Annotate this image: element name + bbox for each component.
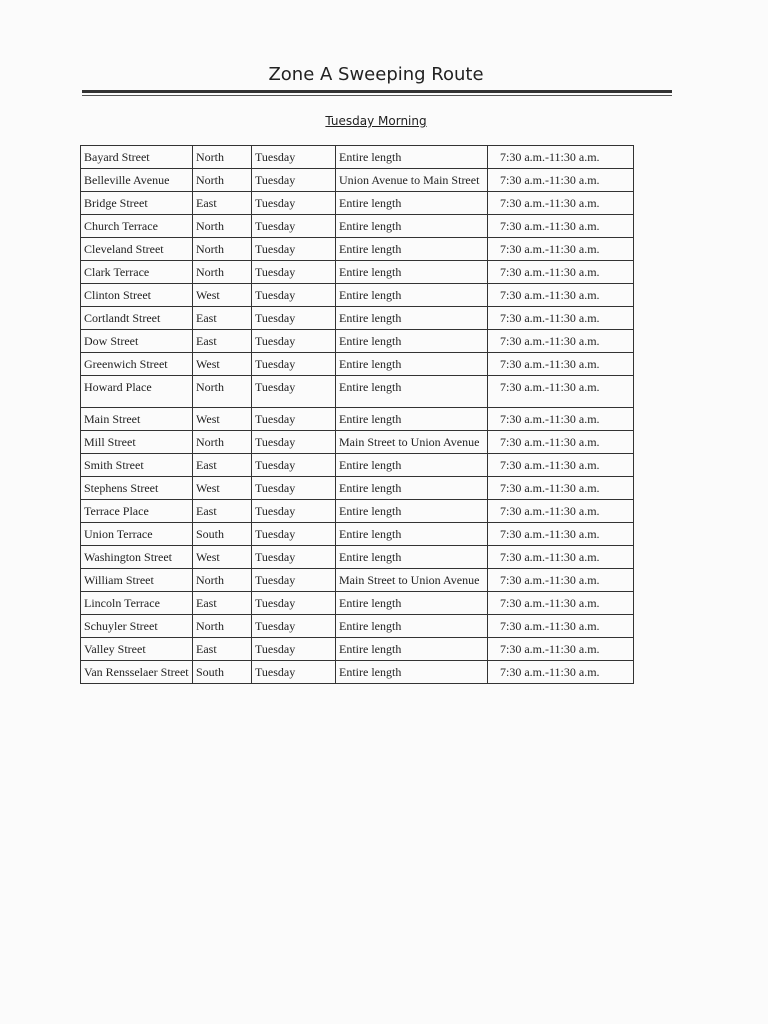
table-row — [81, 192, 634, 215]
time-cell: 7:30 a.m.-11:30 a.m. — [488, 215, 634, 238]
time-cell: 7:30 a.m.-11:30 a.m. — [488, 569, 634, 592]
day-cell: Tuesday — [252, 546, 336, 569]
table-row — [81, 215, 634, 238]
table-row — [81, 284, 634, 307]
time-cell: 7:30 a.m.-11:30 a.m. — [488, 661, 634, 684]
side-cell: West — [193, 477, 252, 500]
table-row — [81, 661, 634, 684]
street-cell: Lincoln Terrace — [81, 592, 193, 615]
time-cell: 7:30 a.m.-11:30 a.m. — [488, 454, 634, 477]
time-cell: 7:30 a.m.-11:30 a.m. — [488, 523, 634, 546]
day-cell: Tuesday — [252, 615, 336, 638]
side-cell: North — [193, 431, 252, 454]
limits-cell: Union Avenue to Main Street — [336, 169, 488, 192]
side-cell: North — [193, 376, 252, 408]
title-rule — [82, 90, 672, 93]
side-cell: East — [193, 330, 252, 353]
street-cell: Clark Terrace — [81, 261, 193, 284]
time-cell: 7:30 a.m.-11:30 a.m. — [488, 408, 634, 431]
street-cell: Union Terrace — [81, 523, 193, 546]
side-cell: North — [193, 238, 252, 261]
limits-cell: Entire length — [336, 408, 488, 431]
day-cell: Tuesday — [252, 284, 336, 307]
street-cell: Howard Place — [81, 376, 193, 408]
time-cell: 7:30 a.m.-11:30 a.m. — [488, 146, 634, 169]
table-row — [81, 169, 634, 192]
street-cell: Cleveland Street — [81, 238, 193, 261]
time-cell: 7:30 a.m.-11:30 a.m. — [488, 330, 634, 353]
time-cell: 7:30 a.m.-11:30 a.m. — [488, 477, 634, 500]
table-row — [81, 146, 634, 169]
day-cell: Tuesday — [252, 500, 336, 523]
limits-cell: Entire length — [336, 477, 488, 500]
limits-cell: Main Street to Union Avenue — [336, 569, 488, 592]
limits-cell: Entire length — [336, 523, 488, 546]
limits-cell: Entire length — [336, 638, 488, 661]
table-row — [81, 500, 634, 523]
street-cell: Bridge Street — [81, 192, 193, 215]
table-row — [81, 307, 634, 330]
table-row — [81, 477, 634, 500]
table-row — [81, 330, 634, 353]
table-row — [81, 353, 634, 376]
day-cell: Tuesday — [252, 353, 336, 376]
page-title: Zone A Sweeping Route — [268, 64, 484, 85]
side-cell: East — [193, 638, 252, 661]
day-cell: Tuesday — [252, 408, 336, 431]
side-cell: East — [193, 307, 252, 330]
side-cell: East — [193, 592, 252, 615]
table-row — [81, 523, 634, 546]
day-cell: Tuesday — [252, 661, 336, 684]
time-cell: 7:30 a.m.-11:30 a.m. — [488, 238, 634, 261]
limits-cell: Entire length — [336, 615, 488, 638]
side-cell: South — [193, 661, 252, 684]
day-cell: Tuesday — [252, 307, 336, 330]
street-cell: Cortlandt Street — [81, 307, 193, 330]
side-cell: North — [193, 615, 252, 638]
day-cell: Tuesday — [252, 169, 336, 192]
day-cell: Tuesday — [252, 330, 336, 353]
limits-cell: Entire length — [336, 146, 488, 169]
street-cell: Stephens Street — [81, 477, 193, 500]
street-cell: Mill Street — [81, 431, 193, 454]
side-cell: West — [193, 546, 252, 569]
limits-cell: Entire length — [336, 284, 488, 307]
side-cell: East — [193, 192, 252, 215]
street-cell: Dow Street — [81, 330, 193, 353]
table-row — [81, 546, 634, 569]
street-cell: Terrace Place — [81, 500, 193, 523]
table-row — [81, 431, 634, 454]
limits-cell: Entire length — [336, 192, 488, 215]
table-row — [81, 615, 634, 638]
table-row — [81, 408, 634, 431]
street-cell: Belleville Avenue — [81, 169, 193, 192]
day-cell: Tuesday — [252, 238, 336, 261]
day-cell: Tuesday — [252, 638, 336, 661]
time-cell: 7:30 a.m.-11:30 a.m. — [488, 284, 634, 307]
day-cell: Tuesday — [252, 376, 336, 408]
street-cell: Schuyler Street — [81, 615, 193, 638]
side-cell: North — [193, 215, 252, 238]
table-row — [81, 261, 634, 284]
day-cell: Tuesday — [252, 192, 336, 215]
section-subtitle: Tuesday Morning — [325, 114, 427, 128]
street-cell: William Street — [81, 569, 193, 592]
limits-cell: Entire length — [336, 307, 488, 330]
time-cell: 7:30 a.m.-11:30 a.m. — [488, 169, 634, 192]
side-cell: West — [193, 284, 252, 307]
street-cell: Greenwich Street — [81, 353, 193, 376]
time-cell: 7:30 a.m.-11:30 a.m. — [488, 353, 634, 376]
street-cell: Smith Street — [81, 454, 193, 477]
time-cell: 7:30 a.m.-11:30 a.m. — [488, 638, 634, 661]
street-cell: Bayard Street — [81, 146, 193, 169]
time-cell: 7:30 a.m.-11:30 a.m. — [488, 192, 634, 215]
side-cell: North — [193, 261, 252, 284]
table-row — [81, 238, 634, 261]
limits-cell: Entire length — [336, 454, 488, 477]
limits-cell: Main Street to Union Avenue — [336, 431, 488, 454]
limits-cell: Entire length — [336, 353, 488, 376]
table-row — [81, 638, 634, 661]
time-cell: 7:30 a.m.-11:30 a.m. — [488, 592, 634, 615]
table-row — [81, 569, 634, 592]
time-cell: 7:30 a.m.-11:30 a.m. — [488, 500, 634, 523]
limits-cell: Entire length — [336, 661, 488, 684]
day-cell: Tuesday — [252, 569, 336, 592]
day-cell: Tuesday — [252, 261, 336, 284]
limits-cell: Entire length — [336, 500, 488, 523]
time-cell: 7:30 a.m.-11:30 a.m. — [488, 307, 634, 330]
street-cell: Washington Street — [81, 546, 193, 569]
day-cell: Tuesday — [252, 431, 336, 454]
day-cell: Tuesday — [252, 454, 336, 477]
side-cell: East — [193, 454, 252, 477]
limits-cell: Entire length — [336, 592, 488, 615]
limits-cell: Entire length — [336, 215, 488, 238]
limits-cell: Entire length — [336, 330, 488, 353]
side-cell: East — [193, 500, 252, 523]
time-cell: 7:30 a.m.-11:30 a.m. — [488, 615, 634, 638]
limits-cell: Entire length — [336, 261, 488, 284]
side-cell: North — [193, 146, 252, 169]
day-cell: Tuesday — [252, 592, 336, 615]
street-cell: Clinton Street — [81, 284, 193, 307]
day-cell: Tuesday — [252, 215, 336, 238]
title-rule-thin — [82, 95, 672, 96]
side-cell: North — [193, 169, 252, 192]
table-row — [81, 454, 634, 477]
street-cell: Church Terrace — [81, 215, 193, 238]
side-cell: West — [193, 353, 252, 376]
limits-cell: Entire length — [336, 546, 488, 569]
limits-cell: Entire length — [336, 238, 488, 261]
time-cell: 7:30 a.m.-11:30 a.m. — [488, 261, 634, 284]
street-cell: Valley Street — [81, 638, 193, 661]
day-cell: Tuesday — [252, 146, 336, 169]
side-cell: South — [193, 523, 252, 546]
street-cell: Main Street — [81, 408, 193, 431]
time-cell: 7:30 a.m.-11:30 a.m. — [488, 431, 634, 454]
side-cell: West — [193, 408, 252, 431]
street-cell: Van Rensselaer Street — [81, 661, 193, 684]
table-row — [81, 376, 634, 408]
sweeping-schedule-table — [80, 145, 634, 684]
time-cell: 7:30 a.m.-11:30 a.m. — [488, 546, 634, 569]
time-cell: 7:30 a.m.-11:30 a.m. — [488, 376, 634, 408]
day-cell: Tuesday — [252, 477, 336, 500]
day-cell: Tuesday — [252, 523, 336, 546]
side-cell: North — [193, 569, 252, 592]
limits-cell: Entire length — [336, 376, 488, 408]
table-row — [81, 592, 634, 615]
